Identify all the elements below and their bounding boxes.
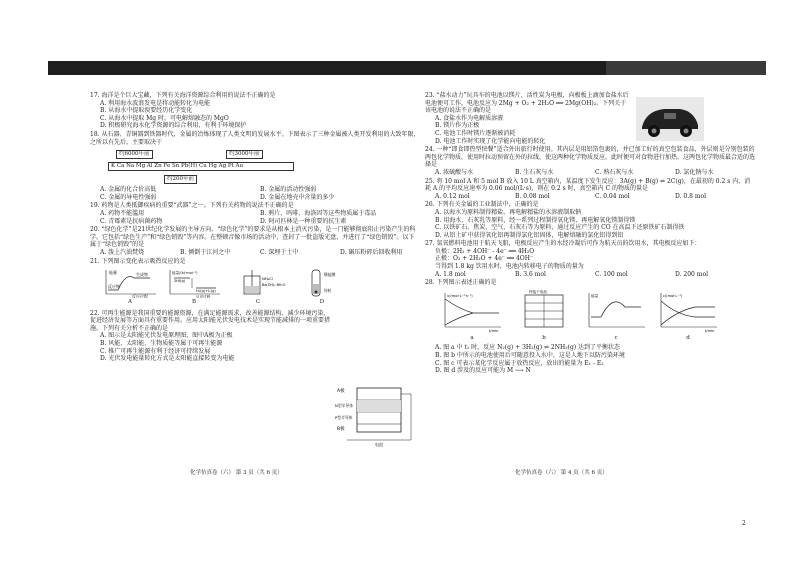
era-label: 约200年前 (164, 175, 197, 184)
graph-label: d (686, 334, 690, 341)
option: C. 青霉素是抗病菌药物 (100, 217, 163, 225)
svg-text:能量: 能量 (591, 293, 599, 298)
era-label: 约6000年前 (116, 150, 153, 159)
question-27 (425, 240, 755, 278)
svg-text:B极: B极 (337, 427, 345, 432)
svg-text:2HI(g): 2HI(g) (174, 279, 186, 284)
question-28 (425, 279, 755, 375)
option: A. 以海水为原料制得精盐，再电解精盐的水溶液制取钠 (435, 208, 582, 216)
question-stem: 21. 下列图示变化表示吸热反应的是 (90, 257, 186, 265)
svg-text:稀盐酸: 稀盐酸 (324, 272, 336, 278)
option: C. 图 c 可表示某化学反应属于放热反应，放出的能量为 E₁ - E₂ (435, 359, 604, 367)
option: D. 阿司匹林是一种重要的抗生素 (260, 217, 347, 225)
option: C. 深埋于土中 (260, 248, 299, 256)
option: A. 金属的化合价高低 (100, 186, 157, 194)
svg-text:能量: 能量 (109, 270, 117, 276)
graph-label: A (128, 299, 132, 306)
option: D. 从铝土矿中获得氧化铝再制得氯化铝固体，电解熔融的氯化铝得到铝 (435, 231, 624, 239)
svg-text:生成物: 生成物 (136, 272, 148, 278)
question-24 (425, 146, 755, 176)
option: D. 电池工作时实现了化学能向电能的转化 (435, 137, 546, 145)
question-23 (425, 92, 630, 145)
svg-text:N型半导体: N型半导体 (335, 403, 354, 408)
option: D. 光伏发电能量转化方式是太阳能直接转变为电能 (100, 355, 235, 363)
question-stem: 25. 将 10 mol A 和 5 mol B 放入 10 L 真空箱内，某温度下发生反应：3A(g) + B(g) ⇌ 2C(g)，在最初的 0.2 s 内，消耗 A 的平均反应速率为 0.06 mol/(L·s)，则在 0.2 s 时，真空箱内 C 的物质的量是 (425, 177, 751, 193)
option: A. 图示是太阳能光伏发电原理图，图中A极为正极 (100, 332, 233, 340)
rate-time-graph-a (439, 289, 505, 333)
option: C. 熟石灰与水 (595, 168, 634, 176)
question-21 (90, 258, 420, 307)
question-25 (425, 178, 755, 201)
svg-text:反应物: 反应物 (108, 284, 120, 290)
question-stem: 28. 下列图示表述正确的是 (425, 279, 497, 287)
option: B. 从海水中提取溴要经历化学变化 (100, 107, 193, 115)
svg-text:c/(mol·L⁻¹): c/(mol·L⁻¹) (663, 293, 683, 298)
option: D. 氯化钠与水 (675, 168, 714, 176)
metal-activity-series: K Ca Na Mg Al Zn Fe Sn Pb(H) Cu Hg Ag Pt Au (108, 162, 294, 171)
concentration-graph-d (655, 289, 721, 333)
option: A. 1.8 mol (435, 270, 466, 278)
energy-graph-c (583, 289, 649, 333)
metal-activity-diagram (108, 148, 420, 184)
reaction-positive: 正极：O₂ + 2H₂O + 4e⁻ ══ 4OH⁻ (435, 255, 534, 263)
option: B. 风能、太阳能、生物质能等属于可再生能源 (100, 340, 223, 348)
svg-text:P型半导体: P型半导体 (335, 415, 353, 420)
reaction-negative: 负极：2H₂ + 4OH⁻ - 4e⁻ ══ 4H₂O (435, 247, 535, 255)
question-stem: 26. 下列有关金属的工业制法中，正确的是 (425, 201, 539, 209)
question-stem: 27. 氢氧燃料电池用于航天飞船，电极反应产生的水经冷凝后可作为航天员的饮用水，其电极反应如下： (425, 240, 701, 248)
option: B. 鸦片、吗啡、海洛因等这些物质属于毒品 (260, 209, 377, 217)
option: D. 碾压粉碎后回收利用 (340, 248, 403, 256)
option: A. 0.12 mol (435, 192, 470, 200)
option: D. 积极研究海水化学资源的综合利用，有利于环境保护 (100, 122, 247, 130)
option: B. 用海水、石灰乳等原料，经一系列过程制得氧化镁，再电解氧化镁制得镁 (435, 216, 636, 224)
svg-text:A极: A极 (337, 389, 345, 394)
era-label: 约3000年前 (226, 150, 263, 159)
question-tail: 当得到 1.8 kg 饮用水时，电池内转移电子的物质的量为 (435, 263, 584, 271)
photovoltaic-diagram (335, 380, 415, 448)
option: D. 金属在地壳中含量的多少 (260, 193, 335, 201)
option: D. 图 d 涉及的反应可能为 M ⟶ N (435, 367, 531, 375)
option: C. 100 mol (595, 270, 628, 278)
option: B. 生石灰与水 (515, 168, 554, 176)
option: D. 200 mol (675, 270, 708, 278)
option: D. 0.8 mol (675, 192, 707, 200)
toy-car-photo (636, 97, 704, 141)
option: C. 推广可再生能源有利于经济可持续发展 (100, 347, 211, 355)
option: A. 药物不能滥用 (100, 209, 145, 217)
graph-label: D (319, 299, 325, 306)
option: A. 食盐水作为电解质溶液 (435, 114, 504, 122)
energy-diagram-a (102, 268, 158, 298)
svg-text:t/min: t/min (705, 328, 715, 333)
svg-text:锌粒: 锌粒 (324, 288, 332, 294)
svg-text:反应过程: 反应过程 (132, 294, 148, 299)
option: A. 图 a 中 t₁ 时，反应 N₂(g) + 3H₂(g) ⇌ 2NH₃(g) 达到了平衡状态 (435, 344, 621, 352)
option: B. 镁片作为正极 (435, 122, 480, 130)
option: B. 0.08 mol (515, 192, 550, 200)
graph-label: a (470, 334, 474, 341)
svg-text:电流: 电流 (375, 442, 383, 447)
question-18 (90, 131, 420, 201)
svg-text:能量/(kJ·mol⁻¹): 能量/(kJ·mol⁻¹) (172, 271, 198, 276)
svg-text:t/min: t/min (489, 328, 499, 333)
question-stem: 18. 从石器、青铜器到铁器时代，金属的冶炼体现了人类文明的发展水平。下图表示了三种金属被人类开发利用的大致年限，之所以有先后，主要取决于 (90, 130, 420, 146)
option: B. 3.6 mol (515, 270, 546, 278)
page-footer: 化学仿真卷（六） 第 4 页（共 6 页） (515, 470, 608, 476)
question-22 (90, 310, 330, 363)
question-stem: 17. 海洋是个巨大宝藏，下列有关海洋资源综合利用的说法不正确的是 (90, 92, 276, 99)
svg-text:反应过程: 反应过程 (196, 295, 211, 299)
option: B. 金属的活动性强弱 (260, 186, 317, 194)
question-stem: 20. “绿色化学”是21世纪化学发展的主导方向。“绿色化学”的要求是从根本上消灭污染，是一门能够彻底阻止污染产生的科学。它包括“绿色生产”和“绿色销毁”等内容。在整顿音像市场的活动中，查封了一批盗版光盘，并进行了“绿色销毁”。以下属于“绿色销毁”的是 (90, 226, 416, 249)
svg-text:v/(mol·L⁻¹·s⁻¹): v/(mol·L⁻¹·s⁻¹) (447, 293, 473, 298)
svg-text:NH₄Cl: NH₄Cl (262, 276, 273, 282)
option: B. 图 b 中所示的电池使用后可随意投入水中，这是人地下以防污染环境 (435, 352, 625, 360)
battery-graph-b (511, 289, 577, 333)
option: C. 以铁矿石、焦炭、空气、石灰石等为原料，通过反应产生的 CO 在高温下还原铁矿石制得铁 (435, 224, 685, 232)
question-20 (90, 226, 420, 256)
question-stem: 24. 一种“即食即热型快餐”适合外出旅行时使用。其内层是用铝箔包裹的，并已加工好的真空包装食品，外层则是分别包装的两包化学物质，使用时拉动预留在外的拉线，使这两种化学物质反应，此时便可对食物进行加热，这两包化学物质最合适的选择是 (425, 146, 756, 169)
energy-diagram-b (166, 268, 222, 298)
option: B. 倾倒于江河之中 (180, 248, 231, 256)
experiment-diagram-c (230, 268, 286, 298)
page-footer: 化学仿真卷（六） 第 3 页（共 6 页） (190, 470, 283, 476)
option: C. 金属的导电性强弱 (100, 193, 157, 201)
graph-label: C (255, 299, 261, 306)
svg-text:Ba(OH)₂·8H₂O: Ba(OH)₂·8H₂O (262, 283, 286, 288)
question-26 (425, 201, 755, 239)
option: A. 泼上汽油焚烧 (100, 248, 145, 256)
graph-label: b (542, 334, 546, 341)
option: A. 浓硫酸与水 (435, 168, 474, 176)
scan-edge-bar (48, 61, 766, 75)
question-17 (90, 92, 420, 130)
option: A. 利用海水波浪发电是将动能转化为电能 (100, 99, 211, 107)
page-number: 2 (742, 520, 746, 527)
option: C. 电池工作时镁片逐渐被消耗 (435, 129, 516, 137)
graph-label: B (191, 299, 197, 306)
question-stem: 23. “盐水动力”玩具车的电池以镁片、活性炭为电极，向极板上滴加食盐水后电池便可工作，电池反应为 2Mg + O₂ + 2H₂O ══ 2Mg(OH)₂。下列关于该电池的说法不正确的是 (425, 92, 629, 115)
svg-text:H₂(g)+I₂(g): H₂(g)+I₂(g) (196, 289, 216, 294)
svg-text:锌锰干电池: 锌锰干电池 (529, 289, 547, 294)
question-stem: 22. 可再生能源是我国重要的能源资源，在满足能源需求，改善能源结构、减少环境污染、促进经济发展等方面具有重要作用。应用太阳能光伏发电技术是实现节能减排的一项重要措施。下列有关分析不正确的是 (90, 309, 331, 332)
option: C. 0.04 mol (595, 192, 630, 200)
experiment-diagram-d (294, 268, 350, 298)
graph-label: c (614, 334, 618, 341)
right-page (425, 92, 755, 462)
question-19 (90, 202, 420, 225)
question-stem: 19. 药物是人类抵御疾病的重要“武器”之一。下列有关药物的说法不正确的是 (90, 202, 294, 210)
option: C. 从海水中提取 Mg 时，可电解熔融态的 MgO (100, 114, 229, 122)
